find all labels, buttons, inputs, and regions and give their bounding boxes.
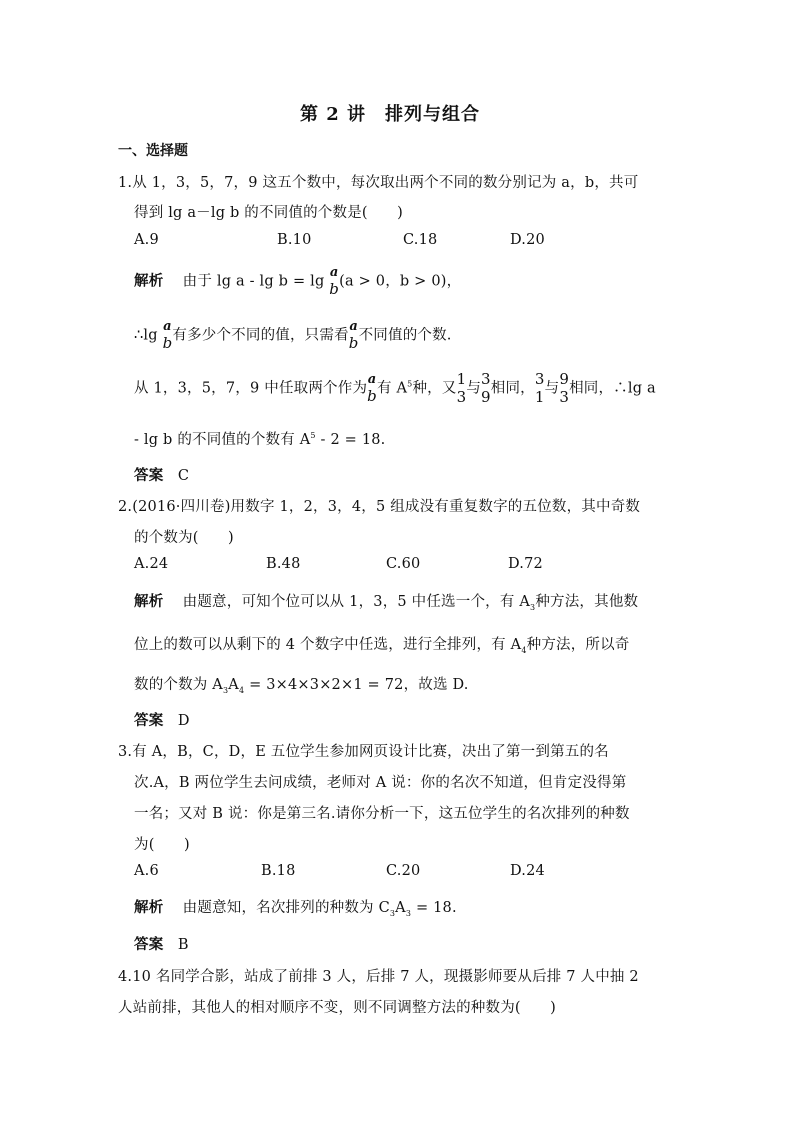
fraction-1-3: 1 3 xyxy=(456,370,467,406)
q3-line-2: 次.A，B 两位学生去问成绩，老师对 A 说：你的名次不知道，但肯定没得第 xyxy=(134,775,627,791)
q2-line-2: 的个数为( ) xyxy=(134,530,234,546)
q1-analysis-line-2: ∴lg a b 有多少个不同的值，只需看 a b 不同值的个数. xyxy=(134,319,452,352)
q2-option-d: D.72 xyxy=(508,556,543,572)
q1-option-b: B.10 xyxy=(277,232,312,248)
perm-sup: 5 xyxy=(407,379,413,389)
q1-option-c: C.18 xyxy=(403,232,438,248)
fraction-a-over-b: a b xyxy=(348,319,359,352)
q1-answer xyxy=(134,464,189,485)
q1-analysis-line-4: - lg b 的不同值的个数有 $A^5 - 2 = 18$. xyxy=(134,431,386,448)
q2-analysis-line-2: 位上的数可以从剩下的 4 个数字中任选，进行全排列，有 $A_4$种方法，所以奇 xyxy=(134,637,630,655)
q3-analysis-line-1: 解析 由题意知，名次排列的种数为 $C_3A_3 = 18$. xyxy=(134,899,457,918)
fraction-9-3: 9 3 xyxy=(559,370,570,406)
q4-line-1: 4.10 名同学合影，站成了前排 3 人，后排 7 人，现摄影师要从后排 7 人中抽 2 xyxy=(118,969,639,985)
fraction-a-over-b: a b xyxy=(162,319,173,352)
q1-option-d: D.20 xyxy=(510,232,545,248)
q2-analysis-label: 解析 xyxy=(134,593,164,610)
q3-option-b: B.18 xyxy=(261,863,296,879)
q1-analysis-line-3: 从 1，3，5，7，9 中任取两个作为 a b 有 $A^5$种，又 1 3 与 3 9 相同， 3 1 与 9 3 相同，∴lg a xyxy=(134,370,656,406)
q3-option-a: A.6 xyxy=(134,863,159,879)
q2-answer xyxy=(134,709,190,730)
q1-analysis-line-1 xyxy=(134,266,461,297)
q1-analysis-text-1: 由于 lg a - lg b = lg xyxy=(182,273,325,290)
q1-analysis-text-2: (a > 0，b > 0)， xyxy=(339,273,462,290)
q3-answer xyxy=(134,933,189,954)
q2-option-c: C.60 xyxy=(386,556,421,572)
q1-answer-value: C xyxy=(177,468,190,484)
q4-line-2: 人站前排，其他人的相对顺序不变，则不同调整方法的种数为( ) xyxy=(118,1000,557,1016)
q2-answer-value: D xyxy=(177,713,190,729)
q3-answer-label: 答案 xyxy=(134,936,164,953)
q1-analysis-label: 解析 xyxy=(134,272,164,290)
q2-analysis-line-3: 数的个数为 $A_3A_4 = 3\times 4\times 3\times 2\times 1 = 72$，故选 D. xyxy=(134,677,469,695)
q3-option-d: D.24 xyxy=(510,863,545,879)
q3-line-4: 为( ) xyxy=(134,837,190,853)
fraction-3-1: 3 1 xyxy=(534,370,545,406)
q3-analysis-label: 解析 xyxy=(134,899,164,916)
fraction-a-over-b: a b xyxy=(329,265,340,298)
q1-line-2: 得到 lg a－lg b 的不同值的个数是( ) xyxy=(134,205,404,221)
q3-line-3: 一名；又对 B 说：你是第三名.请你分析一下，这五位学生的名次排列的种数 xyxy=(134,806,630,822)
fraction-a-over-b: a b xyxy=(367,372,377,405)
page-title: 第 2 讲 排列与组合 xyxy=(300,104,481,125)
fraction-3-9: 3 9 xyxy=(481,370,491,406)
q2-option-a: A.24 xyxy=(134,556,169,572)
q1-answer-label: 答案 xyxy=(134,467,164,484)
q2-analysis-line-1: 解析 由题意，可知个位可以从 1，3，5 中任选一个，有 $A_3$种方法，其他数 xyxy=(134,593,639,612)
q3-option-c: C.20 xyxy=(386,863,421,879)
q1-option-a: A.9 xyxy=(134,232,159,248)
section-heading: 一、选择题 xyxy=(118,143,188,159)
q2-line-1: 2.(2016·四川卷)用数字 1，2，3，4，5 组成没有重复数字的五位数，其中奇数 xyxy=(118,499,641,515)
q2-option-b: B.48 xyxy=(266,556,301,572)
q3-line-1: 3.有 A，B，C，D，E 五位学生参加网页设计比赛，决出了第一到第五的名 xyxy=(118,744,609,760)
q3-answer-value: B xyxy=(177,937,189,953)
q1-line-1: 1.从 1，3，5，7，9 这五个数中，每次取出两个不同的数分别记为 a，b，共可 xyxy=(118,175,639,191)
q2-answer-label: 答案 xyxy=(134,712,164,729)
